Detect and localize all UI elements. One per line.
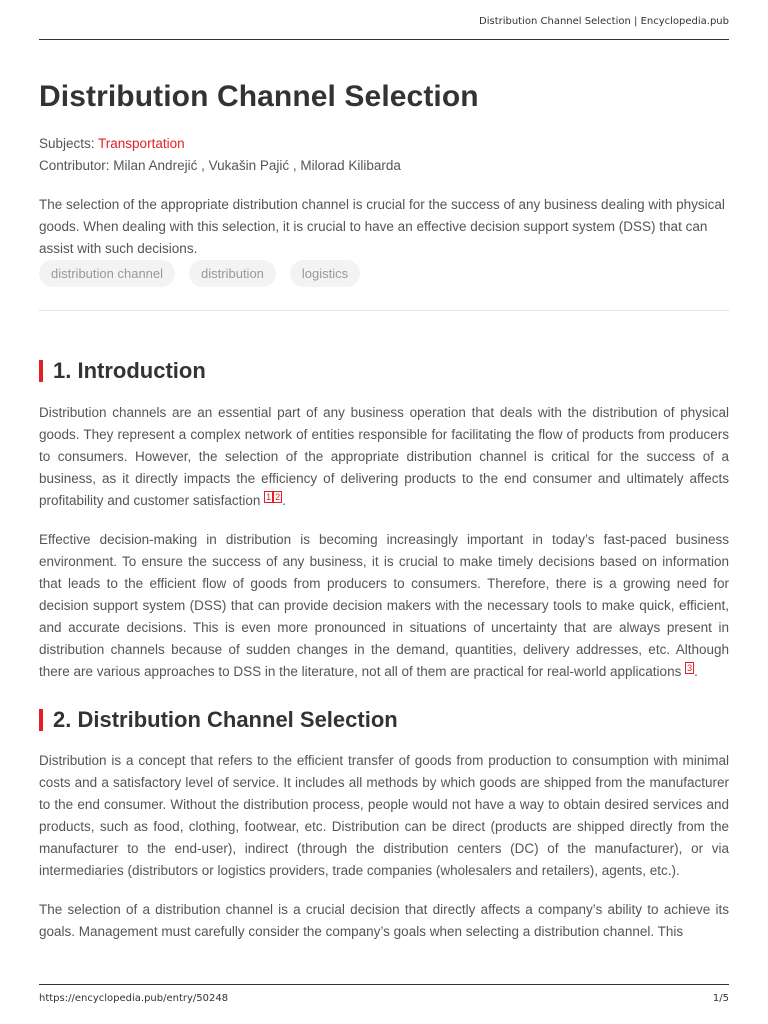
subjects-line [39,136,185,151]
dcs-paragraph-2: The selection of a distribution channel is a crucial decision that directly affects a company’s ability to achieve its goals. Management must carefully consider the company’s goals when selecting a distribution channel. This [39,902,729,939]
page-number: 1/5 [712,993,729,1004]
footer-divider [39,984,729,985]
heading-accent-bar [39,709,43,731]
keyword-tags [39,260,360,287]
contributor-line: Contributor: Milan Andrejić , Vukašin Pajić , Milorad Kilibarda [39,158,401,173]
paragraph-end: . [694,664,698,679]
dcs-paragraph-1: Distribution is a concept that refers to the efficient transfer of goods from production to consumption with minimal costs and a satisfactory level of service. It includes all methods by which goods are shipped from the manufacturer to the end consumer. Without the distribution process, people would not have a way to obtain desired services and products, such as food, clothing, footwear, etc. Distribution can be direct (products are shipped directly from the manufacturer to the end-user), indirect (through the distribution centers (DC) of the manufacturer), or via intermediaries (distributors or logistics providers, trade companies (wholesalers and retailers), agents, etc.). [39,753,729,878]
running-header: Distribution Channel Selection | Encyclopedia.pub [479,16,729,27]
page-title: Distribution Channel Selection [39,80,479,113]
section-heading-text: 1. Introduction [53,358,206,383]
header-divider [39,39,729,40]
document-page [39,0,729,1024]
section-heading-introduction [39,358,206,384]
tag-distribution-channel[interactable]: distribution channel [39,260,175,287]
section-heading-distribution-channel-selection [39,707,398,733]
tag-logistics[interactable]: logistics [290,260,360,287]
section-heading-text: 2. Distribution Channel Selection [53,707,398,732]
paragraph-end: . [282,493,286,508]
citation-1[interactable]: 1 [266,491,272,502]
abstract: The selection of the appropriate distribution channel is crucial for the success of any business dealing with physical goods. When dealing with this selection, it is crucial to have an effective decision support system (DSS) that can assist with such decisions. [39,197,725,256]
paragraph-text: Effective decision-making in distribution is becoming increasingly important in today’s fast-paced business environment. To ensure the success of any business, it is crucial to make timely decisions based on information that leads to the efficient flow of goods from producers to consumers. Therefore, there is a growing need for decision support system (DSS) that can provide decision makers with the necessary tools to make quick, efficient, and accurate decisions. This is even more pronounced in situations of uncertainty that are always present in distribution channels because of sudden changes in the demand, quantities, delivery addresses, etc. Although there are various approaches to DSS in the literature, not all of them are practical for real-world applications [39,532,729,679]
heading-accent-bar [39,360,43,382]
citation-2[interactable]: 2 [275,491,281,502]
intro-paragraph-2 [39,529,729,683]
subjects-label: Subjects: [39,136,99,151]
footer-url-link[interactable]: https://encyclopedia.pub/entry/50248 [39,993,229,1004]
subject-link-transportation[interactable]: Transportation [98,136,185,151]
intro-paragraph-1 [39,402,729,512]
citation-3[interactable]: 3 [687,662,693,673]
section-divider [39,310,729,311]
paragraph-text: Distribution channels are an essential part of any business operation that deals with the distribution of physical goods. They represent a complex network of entities responsible for facilitating the flow of products from producers to consumers. However, the selection of the appropriate distribution channel is critical for the success of a business, as it directly impacts the efficiency of delivering products to the end consumer and ultimately affects profitability and customer satisfaction [39,405,729,508]
tag-distribution[interactable]: distribution [189,260,276,287]
